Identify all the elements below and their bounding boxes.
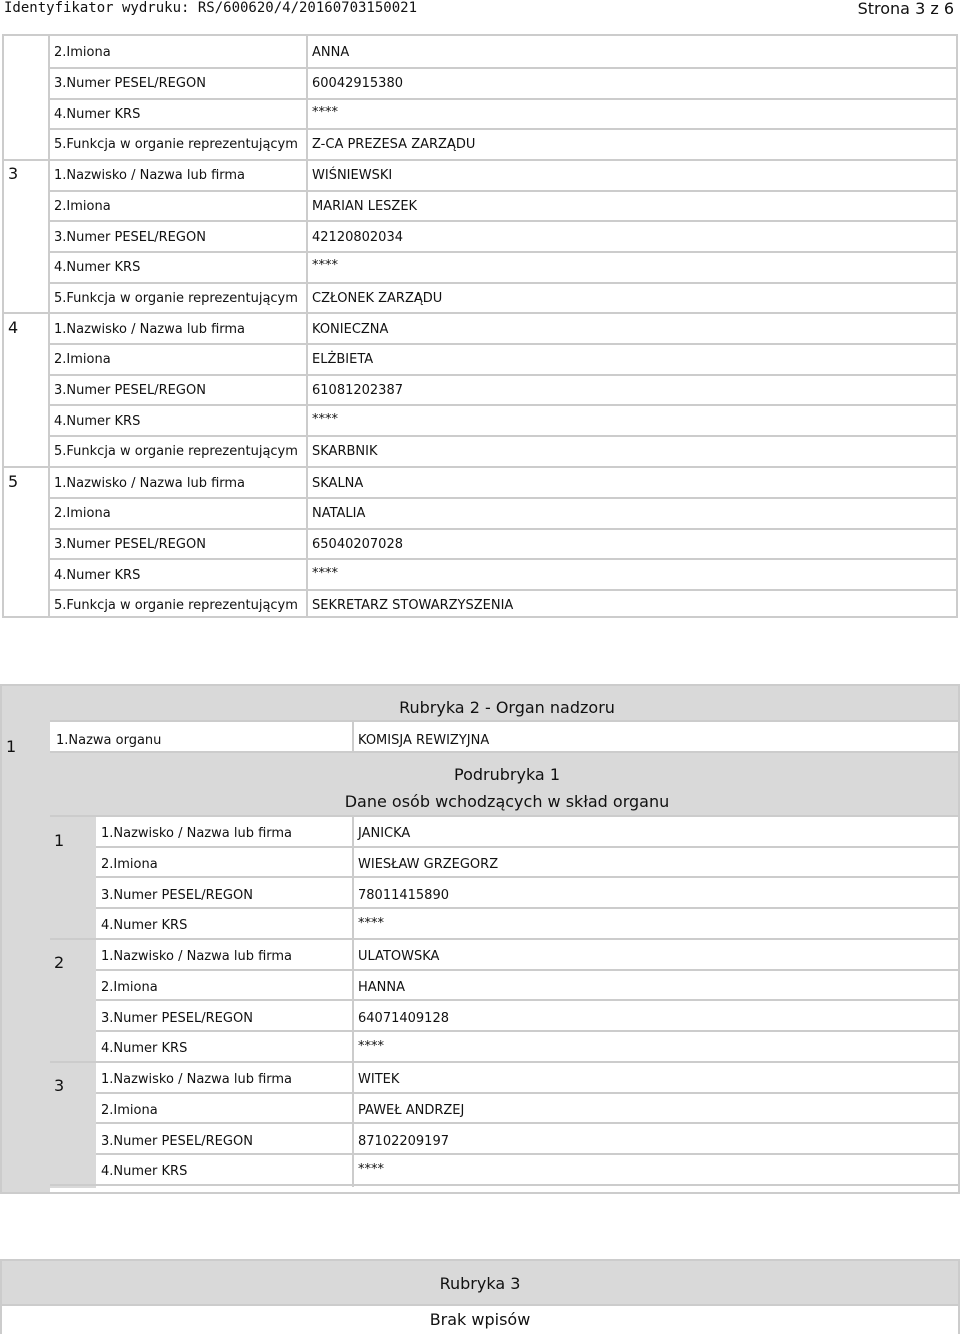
names-value: NATALIA: [312, 506, 366, 521]
function-value: CZŁONEK ZARZĄDU: [312, 291, 443, 306]
surname-label: 1.Nazwisko / Nazwa lub firma: [101, 949, 293, 964]
names-value: PAWEŁ ANDRZEJ: [358, 1103, 465, 1118]
subsection-subtitle: Dane osób wchodzących w skład organu: [344, 792, 670, 811]
print-identifier: Identyfikator wydruku: RS/600620/4/20160703150021: [4, 0, 418, 16]
pesel-value: 65040207028: [312, 537, 403, 552]
krs-value: ****: [312, 105, 338, 120]
section-title: Rubryka 2 - Organ nadzoru: [399, 698, 615, 717]
surname-label: 1.Nazwisko / Nazwa lub firma: [101, 826, 293, 841]
pesel-value: 64071409128: [358, 1011, 449, 1026]
surname-value: WITEK: [358, 1072, 400, 1087]
surname-label: 1.Nazwisko / Nazwa lub firma: [54, 322, 246, 337]
page-number: Strona 3 z 6: [857, 0, 954, 18]
function-value: SEKRETARZ STOWARZYSZENIA: [312, 598, 514, 613]
names-label: 2.Imiona: [54, 506, 111, 521]
names-value: WIESŁAW GRZEGORZ: [358, 857, 499, 872]
organ-name-value: KOMISJA REWIZYJNA: [358, 733, 490, 748]
function-label: 5.Funkcja w organie reprezentującym: [54, 598, 298, 613]
subsection-title: Podrubryka 1: [454, 765, 560, 784]
names-value: MARIAN LESZEK: [312, 199, 418, 214]
pesel-value: 61081202387: [312, 383, 403, 398]
surname-value: KONIECZNA: [312, 322, 389, 337]
pesel-value: 60042915380: [312, 76, 403, 91]
entry-number: 5: [8, 472, 19, 491]
surname-label: 1.Nazwisko / Nazwa lub firma: [54, 476, 246, 491]
function-label: 5.Funkcja w organie reprezentującym: [54, 444, 298, 459]
member-number: 1: [54, 831, 65, 850]
krs-label: 4.Numer KRS: [101, 1164, 188, 1179]
krs-value: ****: [358, 1162, 384, 1177]
surname-value: WIŚNIEWSKI: [312, 168, 393, 183]
entry-number: 3: [8, 164, 19, 183]
krs-label: 4.Numer KRS: [54, 260, 141, 275]
names-label: 2.Imiona: [54, 352, 111, 367]
organ-index: 1: [6, 737, 17, 756]
krs-value: ****: [312, 566, 338, 581]
surname-value: SKALNA: [312, 476, 364, 491]
surname-label: 1.Nazwisko / Nazwa lub firma: [101, 1072, 293, 1087]
pesel-value: 78011415890: [358, 888, 449, 903]
names-value: ELŻBIETA: [312, 352, 374, 367]
surname-value: ULATOWSKA: [358, 949, 440, 964]
pesel-value: 42120802034: [312, 230, 403, 245]
pesel-label: 3.Numer PESEL/REGON: [101, 1134, 253, 1149]
function-value: Z-CA PREZESA ZARZĄDU: [312, 137, 476, 152]
names-label: 2.Imiona: [101, 980, 158, 995]
names-label: 2.Imiona: [54, 45, 111, 60]
pesel-label: 3.Numer PESEL/REGON: [54, 76, 206, 91]
surname-label: 1.Nazwisko / Nazwa lub firma: [54, 168, 246, 183]
pesel-label: 3.Numer PESEL/REGON: [54, 537, 206, 552]
krs-label: 4.Numer KRS: [54, 568, 141, 583]
section-3-title: Rubryka 3: [439, 1274, 521, 1293]
pesel-label: 3.Numer PESEL/REGON: [101, 888, 253, 903]
organ-name-label: 1.Nazwa organu: [56, 733, 162, 748]
no-entries-text: Brak wpisów: [429, 1310, 531, 1329]
function-label: 5.Funkcja w organie reprezentującym: [54, 291, 298, 306]
pesel-value: 87102209197: [358, 1134, 449, 1149]
function-label: 5.Funkcja w organie reprezentującym: [54, 137, 298, 152]
entry-number: 4: [8, 318, 19, 337]
krs-value: ****: [312, 258, 338, 273]
names-label: 2.Imiona: [101, 1103, 158, 1118]
names-value: HANNA: [358, 980, 406, 995]
names-label: 2.Imiona: [54, 199, 111, 214]
surname-value: JANICKA: [358, 826, 411, 841]
krs-value: ****: [312, 412, 338, 427]
pesel-label: 3.Numer PESEL/REGON: [54, 230, 206, 245]
krs-label: 4.Numer KRS: [54, 414, 141, 429]
pesel-label: 3.Numer PESEL/REGON: [54, 383, 206, 398]
krs-label: 4.Numer KRS: [101, 1041, 188, 1056]
krs-value: ****: [358, 916, 384, 931]
names-label: 2.Imiona: [101, 857, 158, 872]
krs-label: 4.Numer KRS: [54, 107, 141, 122]
pesel-label: 3.Numer PESEL/REGON: [101, 1011, 253, 1026]
krs-label: 4.Numer KRS: [101, 918, 188, 933]
krs-value: ****: [358, 1039, 384, 1054]
names-value: ANNA: [312, 45, 350, 60]
member-number: 3: [54, 1076, 65, 1095]
member-number: 2: [54, 953, 65, 972]
function-value: SKARBNIK: [312, 444, 378, 459]
